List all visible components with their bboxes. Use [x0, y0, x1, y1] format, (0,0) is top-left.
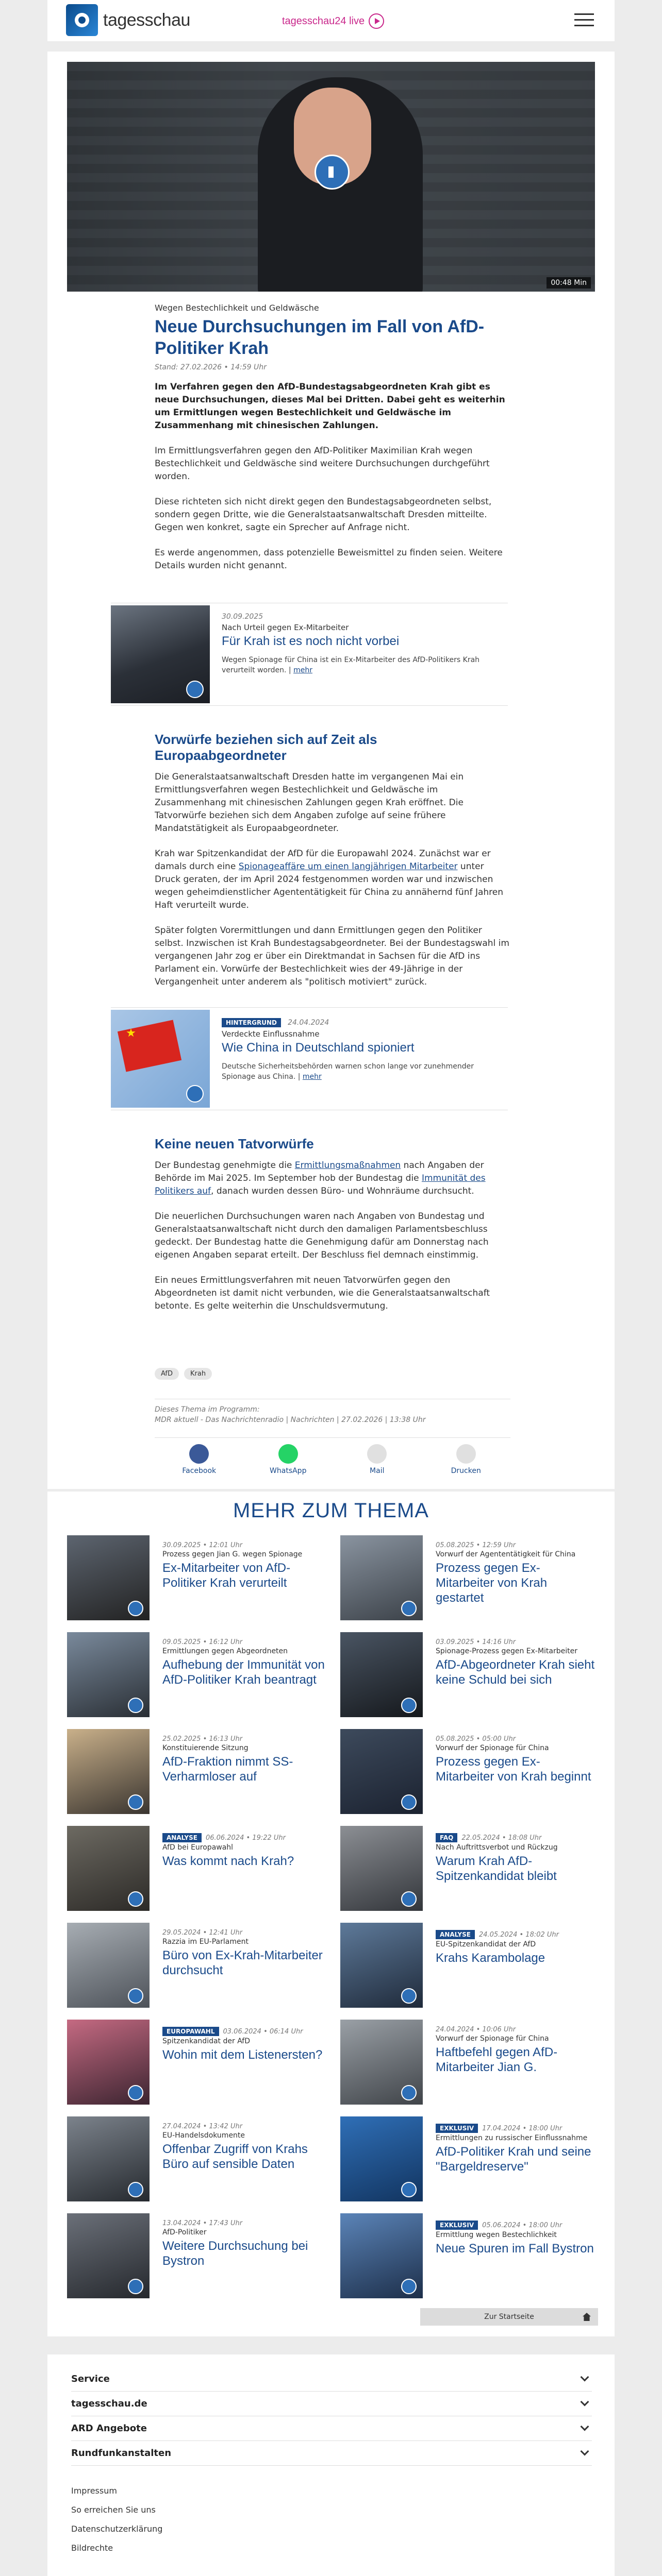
card-date: 05.08.2025 • 12:59 Uhr	[436, 1541, 516, 1549]
article-date: Stand: 27.02.2026 • 14:59 Uhr	[155, 363, 267, 371]
footer-section-label: ARD Angebote	[71, 2423, 147, 2434]
card-date: 09.05.2025 • 16:12 Uhr	[162, 1638, 243, 1646]
live-label: tagesschau24 live	[282, 15, 365, 27]
footer-section-service[interactable]	[71, 2367, 592, 2392]
more-card[interactable]	[67, 1826, 325, 1913]
paragraph: Die Generalstaatsanwaltschaft Dresden hatte im vergangenen Mai ein Ermittlungsverfahren wegen Bestechlichkeit und Geldwäsche im Zusammenhang mit chinesischen Zahlungen gegen Krah eröffnet. Die Tatvorwürfe beziehen sich dem Angaben zufolge auf seine frühere Mandatstätigkeit als Europaabgeordneter.	[155, 772, 464, 834]
teaser-topline: Nach Urteil gegen Ex-Mitarbeiter	[222, 623, 349, 632]
tag[interactable]: AfD	[155, 1368, 179, 1380]
card-topline: Spitzenkandidat der AfD	[162, 2037, 250, 2045]
card-date: 24.04.2024 • 10:06 Uhr	[436, 2026, 516, 2033]
more-card[interactable]	[67, 1923, 325, 2010]
paragraph: Diese richteten sich nicht direkt gegen den Bundestagsabgeordneten selbst, sondern gegen Dritte, wie die Generalstaatsanwaltschaft Dresden mitteilte. Gegen wen konkret, sagte ein Sprecher auf Anfrage nicht.	[155, 497, 492, 533]
paragraph	[155, 848, 510, 912]
audio-play-icon[interactable]	[401, 1988, 417, 2004]
card-badge: EXKLUSIV	[436, 2221, 478, 2230]
card-image	[67, 1632, 150, 1717]
hero-video[interactable]	[67, 62, 595, 292]
footer-link[interactable]: Bildrechte	[71, 2543, 113, 2553]
card-title[interactable]: Offenbar Zugriff von Krahs Büro auf sensible Daten	[162, 2142, 308, 2171]
audio-play-icon[interactable]	[128, 1698, 143, 1713]
audio-play-icon[interactable]	[128, 1794, 143, 1810]
audio-play-icon[interactable]	[315, 155, 350, 190]
card-topline: Ermittlungen gegen Abgeordneten	[162, 1647, 288, 1655]
paragraph: Später folgten Vorermittlungen und dann Ermittlungen gegen den Politiker selbst. Inzwischen ist Krah Bundestagsabgeordneter. Bei der Bundestagswahl im vergangenen Jahr zog er über ein Direktmandat in Sachsen für die AfD ins Parlament ein. Vorwürfe der Bestechlichkeit wies der 49-Jährige in der Vergangenheit unter anderem als "politisch motiviert" zurück.	[155, 925, 509, 987]
card-title[interactable]: AfD-Politiker Krah und seine "Bargeldreserve"	[436, 2145, 591, 2174]
tag-list	[155, 1368, 212, 1380]
chevron-down-icon	[581, 2422, 589, 2431]
article-topline: Wegen Bestechlichkeit und Geldwäsche	[155, 303, 319, 313]
footer-link[interactable]: Datenschutzerklärung	[71, 2524, 163, 2534]
text-part: nach Angaben der Behörde im Mai 2025. Im September hob der Bundestag die	[155, 1160, 484, 1183]
teaser-image	[111, 605, 210, 703]
teaser-image	[111, 1010, 210, 1108]
card-topline: Spionage-Prozess gegen Ex-Mitarbeiter	[436, 1647, 577, 1655]
more-card[interactable]	[340, 2116, 598, 2204]
card-image	[67, 1826, 150, 1911]
card-title[interactable]: Was kommt nach Krah?	[162, 1854, 294, 1868]
teaser-badge: HINTERGRUND	[222, 1018, 281, 1027]
text-part: unter Druck geraten, der im April 2024 festgenommen worden war und inzwischen wegen geheimdienstlicher Agententätigkeit für China zu annähernd fünf Jahren Haft verurteilt wurde.	[155, 861, 504, 910]
footer-links	[71, 2486, 162, 2562]
share-print[interactable]	[438, 1444, 494, 1479]
card-title[interactable]: Weitere Durchsuchung bei Bystron	[162, 2239, 308, 2268]
card-topline: Vorwurf der Spionage für China	[436, 2035, 549, 2043]
startseite-button[interactable]	[420, 2308, 598, 2326]
card-meta	[436, 2219, 598, 2230]
footer-section-rundfunkanstalten[interactable]	[71, 2441, 592, 2466]
paragraph	[155, 1159, 510, 1198]
text-part: Krah war Spitzenkandidat der AfD für die Europawahl 2024. Zunächst war er damals durch eine	[155, 849, 491, 872]
card-topline: Razzia im EU-Parlament	[162, 1938, 249, 1946]
audio-play-icon[interactable]	[401, 1891, 417, 1907]
more-card[interactable]	[340, 1535, 598, 1623]
card-image	[67, 1923, 150, 2008]
card-date: 03.06.2024 • 06:14 Uhr	[223, 2028, 303, 2036]
more-link[interactable]: mehr	[302, 1073, 322, 1081]
card-title[interactable]: Aufhebung der Immunität von AfD-Politiker Krah beantragt	[162, 1658, 325, 1687]
ermittlung-link[interactable]: Ermittlungsmaßnahmen	[294, 1160, 401, 1171]
card-title[interactable]: Büro von Ex-Krah-Mitarbeiter durchsucht	[162, 1948, 323, 1977]
more-card[interactable]	[67, 2116, 325, 2204]
mail-icon	[367, 1444, 387, 1464]
audio-play-icon[interactable]	[401, 1794, 417, 1810]
paragraph: Im Ermittlungsverfahren gegen den AfD-Politiker Maximilian Krah wegen Bestechlichkeit und Geldwäsche sind weitere Durchsuchungen durchgeführt worden.	[155, 446, 490, 482]
audio-play-icon[interactable]	[128, 2085, 143, 2100]
teaser-description: Deutsche Sicherheitsbehörden warnen schon lange vor zunehmender Spionage aus China. | mehr	[222, 1062, 474, 1081]
card-meta	[162, 1832, 325, 1842]
card-badge: FAQ	[436, 1833, 457, 1842]
card-date: 29.05.2024 • 12:41 Uhr	[162, 1929, 243, 1937]
more-card[interactable]	[67, 2020, 325, 2107]
more-card[interactable]	[340, 2213, 598, 2301]
chevron-down-icon	[581, 2398, 589, 2406]
facebook-icon	[189, 1444, 209, 1464]
share-label: Mail	[370, 1467, 385, 1475]
card-date: 03.09.2025 • 14:16 Uhr	[436, 1638, 516, 1646]
paragraph: Ein neues Ermittlungsverfahren mit neuen Tatvorwürfen gegen den Abgeordneten ist damit nicht verbunden, wie die Generalstaatsanwaltschaft betonte. Es gelte weiterhin die Unschuldsvermutung.	[155, 1275, 490, 1311]
audio-play-icon[interactable]	[401, 2182, 417, 2197]
video-play-icon[interactable]	[128, 1988, 143, 2004]
card-title[interactable]: Haftbefehl gegen AfD-Mitarbeiter Jian G.	[436, 2045, 558, 2074]
more-card[interactable]	[67, 1729, 325, 1817]
card-image	[67, 2213, 150, 2298]
share-whatsapp[interactable]	[260, 1444, 317, 1479]
share-label: Facebook	[182, 1467, 217, 1475]
article-body-3	[155, 1136, 510, 1313]
card-topline: Ermittlung wegen Bestechlichkeit	[436, 2231, 557, 2239]
more-card[interactable]	[340, 1632, 598, 1720]
teaser-desc-text: Wegen Spionage für China ist ein Ex-Mitarbeiter des AfD-Politikers Krah verurteilt worden.	[222, 656, 480, 674]
card-topline: Prozess gegen Jian G. wegen Spionage	[162, 1550, 303, 1558]
share-label: WhatsApp	[270, 1467, 307, 1475]
related-teaser[interactable]	[111, 603, 508, 706]
related-teaser[interactable]	[111, 1007, 508, 1110]
chevron-down-icon	[581, 2447, 589, 2456]
card-title[interactable]: Krahs Karambolage	[436, 1951, 545, 1965]
card-image	[340, 2116, 423, 2201]
article-lead: Im Verfahren gegen den AfD-Bundestagsabgeordneten Krah gibt es neue Durchsuchungen, dieses Mal bei Dritten. Dabei geht es weiterhin um Ermittlungen wegen Bestechlichkeit und Geldwäsche im Zusammenhang mit chinesischen Zahlungen.	[155, 382, 505, 431]
card-date: 24.05.2024 • 18:02 Uhr	[478, 1931, 559, 1939]
share-facebook[interactable]	[171, 1444, 227, 1479]
play-icon	[369, 13, 384, 29]
logo-text: tagesschau	[103, 10, 190, 30]
footer-link[interactable]: So erreichen Sie uns	[71, 2505, 156, 2515]
print-icon	[456, 1444, 476, 1464]
live-stream-link[interactable]	[282, 13, 384, 29]
card-topline: Vorwurf der Spionage für China	[436, 1744, 549, 1752]
card-title[interactable]: Neue Spuren im Fall Bystron	[436, 2242, 594, 2256]
teaser-title[interactable]: Wie China in Deutschland spioniert	[222, 1041, 415, 1055]
whatsapp-icon	[278, 1444, 298, 1464]
teaser-title[interactable]: Für Krah ist es noch nicht vorbei	[222, 634, 400, 648]
card-badge: EUROPAWAHL	[162, 2027, 219, 2036]
card-topline: Nach Auftrittsverbot und Rückzug	[436, 1843, 558, 1852]
video-play-icon[interactable]	[401, 1601, 417, 1616]
card-image	[67, 2116, 150, 2201]
card-date: 17.04.2024 • 18:00 Uhr	[482, 2125, 562, 2132]
teaser-topline: Verdeckte Einflussnahme	[222, 1029, 320, 1039]
teaser-date: 30.09.2025	[222, 613, 263, 621]
audio-play-icon[interactable]	[401, 2279, 417, 2294]
card-image	[67, 2020, 150, 2105]
card-date: 05.08.2025 • 05:00 Uhr	[436, 1735, 516, 1743]
menu-icon[interactable]	[574, 13, 594, 28]
card-topline: AfD bei Europawahl	[162, 1843, 234, 1852]
card-topline: EU-Handelsdokumente	[162, 2131, 245, 2140]
card-title[interactable]: Ex-Mitarbeiter von AfD-Politiker Krah verurteilt	[162, 1561, 291, 1590]
card-title[interactable]: Prozess gegen Ex-Mitarbeiter von Krah beginnt	[436, 1755, 591, 1784]
video-play-icon[interactable]	[128, 1601, 143, 1616]
card-title[interactable]: Warum Krah AfD-Spitzenkandidat bleibt	[436, 1854, 557, 1883]
audio-play-icon[interactable]	[128, 2279, 143, 2294]
tagesschau-logo[interactable]	[66, 4, 190, 36]
audio-play-icon[interactable]	[128, 1891, 143, 1907]
program-text: MDR aktuell - Das Nachrichtenradio | Nachrichten | 27.02.2026 | 13:38 Uhr	[155, 1416, 426, 1424]
card-image	[340, 2020, 423, 2105]
program-info	[155, 1399, 510, 1425]
card-date: 06.06.2024 • 19:22 Uhr	[205, 1834, 286, 1842]
audio-play-icon[interactable]	[128, 2182, 143, 2197]
card-title[interactable]: Prozess gegen Ex-Mitarbeiter von Krah gestartet	[436, 1561, 548, 1605]
subheading: Keine neuen Tatvorwürfe	[155, 1136, 314, 1151]
footer-section-label: Service	[71, 2374, 110, 2384]
card-badge: ANALYSE	[436, 1930, 475, 1939]
card-date: 05.06.2024 • 18:00 Uhr	[482, 2222, 562, 2229]
audio-play-icon[interactable]	[186, 1085, 204, 1103]
teaser-description: Wegen Spionage für China ist ein Ex-Mitarbeiter des AfD-Politikers Krah verurteilt worden. | mehr	[222, 656, 480, 674]
card-topline: Konstituierende Sitzung	[162, 1744, 249, 1752]
card-date: 30.09.2025 • 12:01 Uhr	[162, 1541, 243, 1549]
more-card[interactable]	[67, 1632, 325, 1720]
card-topline: Ermittlungen zu russischer Einflussnahme	[436, 2134, 588, 2142]
teaser-date: 24.04.2024	[288, 1019, 329, 1027]
startseite-label: Zur Startseite	[484, 2313, 534, 2321]
card-meta	[436, 2123, 598, 2133]
card-image	[340, 2213, 423, 2298]
card-title[interactable]: AfD-Fraktion nimmt SS-Verharmloser auf	[162, 1755, 293, 1784]
card-topline: AfD-Politiker	[162, 2228, 207, 2236]
footer-section-label: tagesschau.de	[71, 2398, 147, 2409]
card-image	[340, 1729, 423, 1814]
share-mail[interactable]	[349, 1444, 405, 1479]
paragraph: Die neuerlichen Durchsuchungen waren nach Angaben von Bundestag und Generalstaatsanwaltschaft nicht durch den damaligen Parlamentsbeschluss gedeckt. Der Bundestag hatte die Genehmigung dafür am Donnerstag nach eigenen Angaben separat erteilt. Der Beschluss fiel demnach einstimmig.	[155, 1211, 489, 1260]
article-body	[155, 303, 510, 572]
card-title[interactable]: Wohin mit dem Listenersten?	[162, 2048, 323, 2062]
card-meta	[436, 1929, 598, 1939]
card-topline: EU-Spitzenkandidat der AfD	[436, 1940, 536, 1948]
more-card[interactable]	[340, 1729, 598, 1817]
home-icon	[583, 2313, 591, 2321]
card-image	[340, 1923, 423, 2008]
text-part: Der Bundestag genehmigte die	[155, 1160, 295, 1171]
card-meta	[162, 2026, 325, 2036]
chevron-down-icon	[581, 2373, 589, 2382]
spionage-link[interactable]: Spionageaffäre um einen langjährigen Mitarbeiter	[238, 861, 458, 872]
card-image	[67, 1535, 150, 1620]
footer-section-ard-angebote[interactable]	[71, 2416, 592, 2441]
more-title: MEHR ZUM THEMA	[233, 1499, 429, 1522]
video-duration: 00:48 Min	[547, 277, 591, 289]
card-badge: ANALYSE	[162, 1833, 202, 1842]
card-image	[340, 1535, 423, 1620]
article-headline: Neue Durchsuchungen im Fall von AfD-Politiker Krah	[155, 317, 485, 358]
tag[interactable]: Krah	[184, 1368, 212, 1380]
share-label: Drucken	[451, 1467, 481, 1475]
immunitaet-link[interactable]: Immunität des Politikers auf	[155, 1173, 486, 1196]
card-date: 22.05.2024 • 18:08 Uhr	[461, 1834, 542, 1842]
program-label: Dieses Thema im Programm:	[155, 1405, 260, 1414]
subheading: Vorwürfe beziehen sich auf Zeit als Europaabgeordneter	[155, 732, 377, 763]
card-title[interactable]: AfD-Abgeordneter Krah sieht keine Schuld bei sich	[436, 1658, 595, 1687]
card-image	[340, 1826, 423, 1911]
more-card[interactable]	[340, 1923, 598, 2010]
more-card[interactable]	[340, 1826, 598, 1913]
card-date: 13.04.2024 • 17:43 Uhr	[162, 2219, 243, 2227]
card-meta	[436, 1832, 598, 1842]
footer-section-tagesschau[interactable]	[71, 2392, 592, 2416]
share-bar	[155, 1437, 510, 1479]
video-play-icon[interactable]	[401, 1698, 417, 1713]
card-topline: Vorwurf der Agententätigkeit für China	[436, 1550, 576, 1558]
more-card[interactable]	[67, 1535, 325, 1623]
more-card[interactable]	[340, 2020, 598, 2107]
more-card[interactable]	[67, 2213, 325, 2301]
more-link[interactable]: mehr	[293, 666, 312, 674]
card-badge: EXKLUSIV	[436, 2124, 478, 2133]
text-part: , danach wurden dessen Büro- und Wohnräume durchsucht.	[211, 1186, 474, 1196]
card-date: 27.04.2024 • 13:42 Uhr	[162, 2123, 243, 2130]
card-date: 25.02.2025 • 16:13 Uhr	[162, 1735, 243, 1743]
teaser-meta	[222, 1017, 505, 1027]
logo-mark-icon	[66, 4, 98, 36]
article-body-2	[155, 732, 510, 989]
site-footer	[47, 2354, 615, 2576]
footer-link[interactable]: Impressum	[71, 2486, 117, 2496]
video-play-icon[interactable]	[401, 2085, 417, 2100]
video-play-icon[interactable]	[186, 681, 204, 698]
card-image	[340, 1632, 423, 1717]
site-header	[47, 0, 615, 41]
teaser-desc-text: Deutsche Sicherheitsbehörden warnen schon lange vor zunehmender Spionage aus China.	[222, 1062, 474, 1081]
card-image	[67, 1729, 150, 1814]
footer-section-label: Rundfunkanstalten	[71, 2448, 172, 2459]
paragraph: Es werde angenommen, dass potenzielle Beweismittel zu finden seien. Weitere Details wurden nicht genannt.	[155, 548, 503, 571]
